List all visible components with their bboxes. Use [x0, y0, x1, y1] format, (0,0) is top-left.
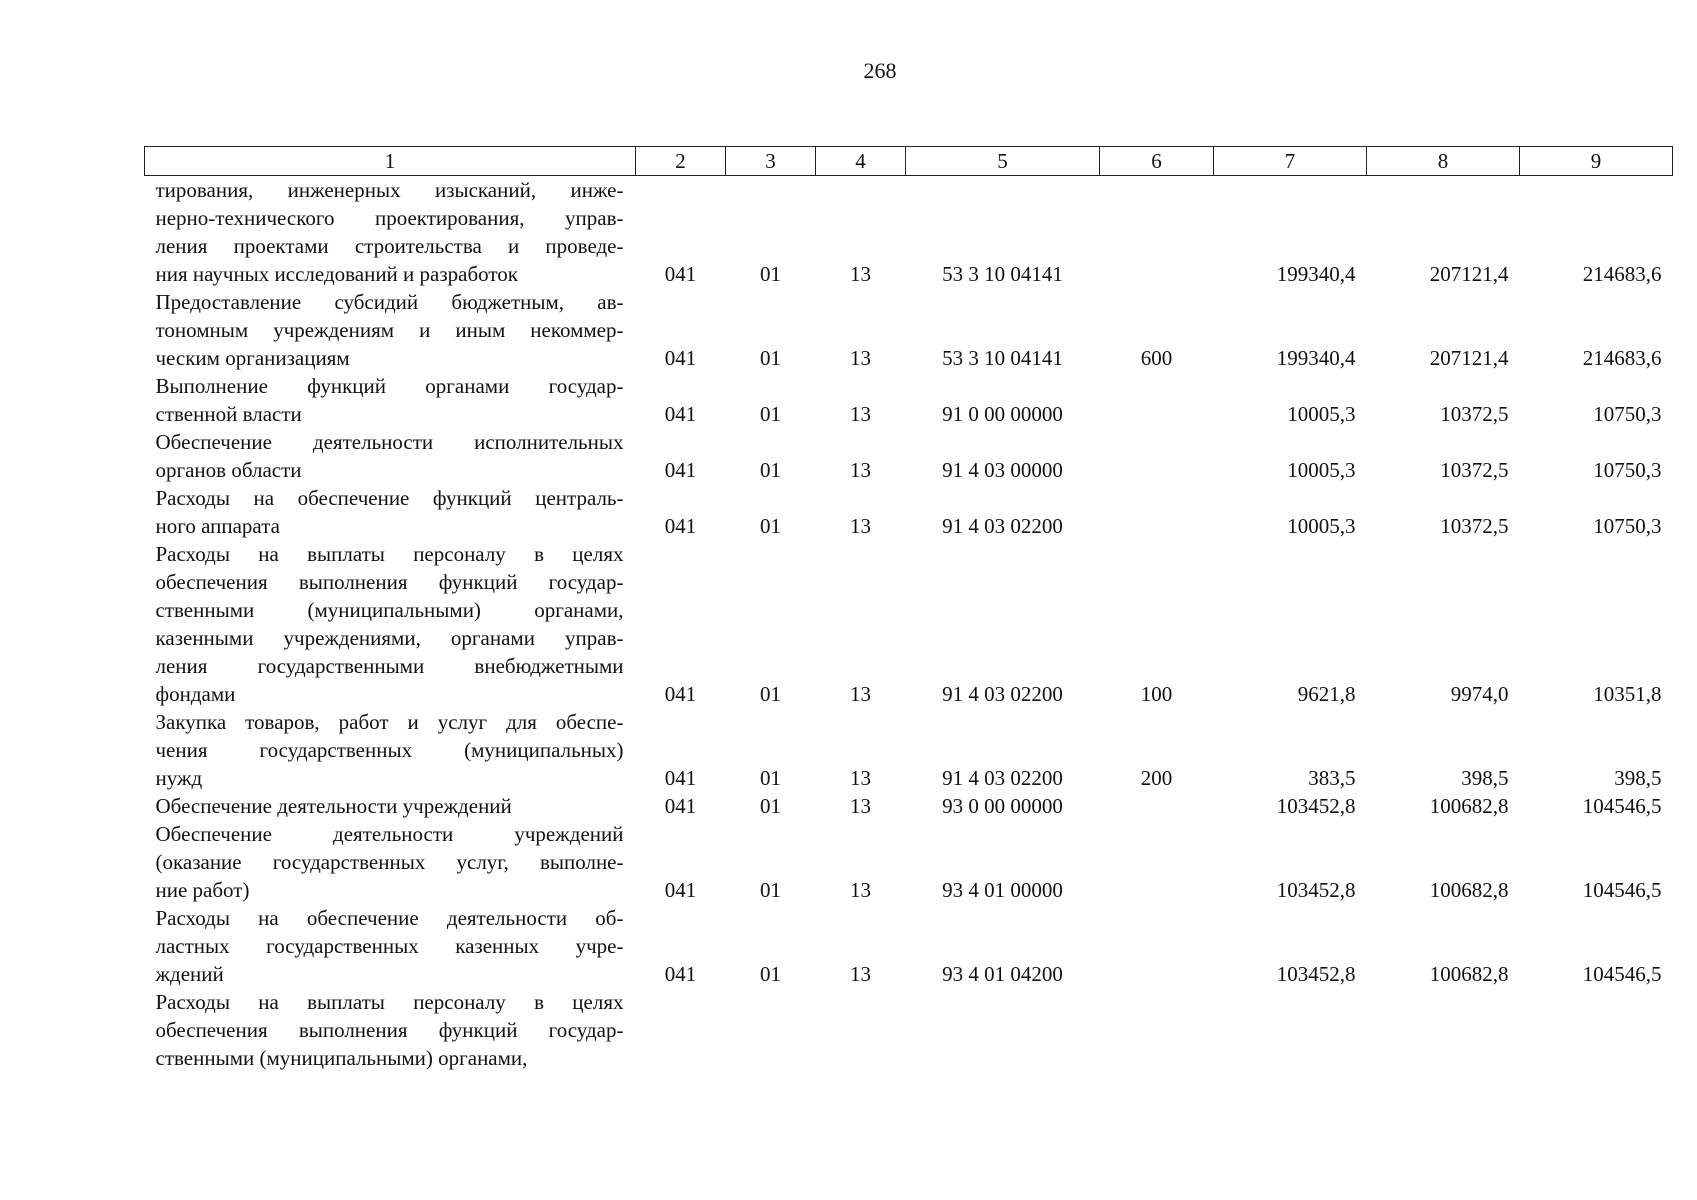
expense-name-line: Расходы на обеспечение деятельности об-	[155, 906, 624, 930]
amount-year3-cell	[1520, 988, 1673, 1072]
subsection-code-cell: 13	[850, 766, 871, 790]
expense-type-cell	[1100, 372, 1214, 428]
amount-year2-cell: 398,5	[1461, 766, 1509, 790]
expense-name-line: ственной власти	[155, 402, 302, 426]
expense-name-line: ления государственными внебюджетными	[155, 654, 624, 678]
target-article-cell: 93 4 01 00000	[942, 878, 1063, 902]
expense-name-line: ния научных исследований и разработок	[155, 262, 518, 286]
section-code-cell: 01	[760, 766, 781, 790]
expense-type-cell	[1100, 484, 1214, 540]
expense-name-line: Предоставление субсидий бюджетным, ав-	[155, 290, 624, 314]
expense-name-line: ческим организациям	[155, 346, 350, 370]
expense-name-line: ственными (муниципальными) органами,	[155, 598, 624, 622]
expense-name-line: чения государственных (муниципальных)	[155, 738, 624, 762]
amount-year1-cell: 199340,4	[1276, 346, 1356, 370]
expense-name-line: органов области	[155, 458, 302, 482]
subsection-code-cell: 13	[850, 514, 871, 538]
expense-name-line: Обеспечение деятельности учреждений	[155, 822, 624, 846]
ministry-code-cell: 041	[664, 514, 697, 538]
subsection-code-cell: 13	[850, 402, 871, 426]
section-code-cell: 01	[760, 682, 781, 706]
target-article-cell: 91 4 03 02200	[942, 682, 1063, 706]
amount-year2-cell: 10372,5	[1440, 402, 1509, 426]
expense-name-line: Обеспечение деятельности учреждений	[155, 794, 512, 818]
subsection-code-cell: 13	[850, 682, 871, 706]
target-article-cell: 91 4 03 02200	[942, 766, 1063, 790]
amount-year1-cell: 199340,4	[1276, 262, 1356, 286]
subsection-code-cell	[816, 988, 906, 1072]
target-article-cell: 53 3 10 04141	[942, 262, 1063, 286]
amount-year1-cell: 10005,3	[1287, 458, 1356, 482]
target-article-cell: 53 3 10 04141	[942, 346, 1063, 370]
amount-year1-cell: 103452,8	[1276, 878, 1356, 902]
table-row	[145, 176, 1673, 289]
expense-name-cell	[145, 484, 636, 540]
expense-name-cell	[145, 428, 636, 484]
ministry-code-cell	[636, 988, 726, 1072]
target-article-cell: 91 0 00 00000	[942, 402, 1063, 426]
amount-year1-cell: 10005,3	[1287, 402, 1356, 426]
expense-name-cell	[145, 988, 636, 1072]
table-row	[145, 540, 1673, 708]
amount-year2-cell: 100682,8	[1429, 962, 1509, 986]
amount-year1-cell: 9621,8	[1297, 682, 1356, 706]
subsection-code-cell: 13	[850, 794, 871, 818]
expense-name-line: тирования, инженерных изысканий, инже-	[155, 178, 624, 202]
section-code-cell: 01	[760, 458, 781, 482]
ministry-code-cell: 041	[664, 682, 697, 706]
column-header-1: 1	[145, 147, 636, 176]
target-article-cell	[906, 988, 1100, 1072]
section-code-cell: 01	[760, 962, 781, 986]
ministry-code-cell: 041	[664, 346, 697, 370]
table-body	[145, 176, 1673, 1073]
table-row	[145, 820, 1673, 904]
expense-name-line: ластных государственных казенных учре-	[155, 934, 624, 958]
page-number: 268	[863, 58, 897, 83]
column-header-5: 5	[906, 147, 1100, 176]
amount-year3-cell: 214683,6	[1582, 346, 1662, 370]
amount-year3-cell: 214683,6	[1582, 262, 1662, 286]
expense-name-line: Расходы на выплаты персоналу в целях	[155, 542, 624, 566]
amount-year2-cell: 207121,4	[1429, 262, 1509, 286]
amount-year2-cell: 100682,8	[1429, 794, 1509, 818]
expense-name-cell	[145, 540, 636, 708]
section-code-cell: 01	[760, 402, 781, 426]
expense-name-cell	[145, 904, 636, 988]
expense-name-line: тономным учреждениям и иным некоммер-	[155, 318, 624, 342]
amount-year3-cell: 104546,5	[1582, 794, 1662, 818]
expense-name-line: ления проектами строительства и проведе-	[155, 234, 624, 258]
amount-year3-cell: 10750,3	[1593, 402, 1662, 426]
amount-year1-cell	[1214, 988, 1367, 1072]
expense-name-line: нерно-технического проектирования, управ-	[155, 206, 624, 230]
subsection-code-cell: 13	[850, 458, 871, 482]
table-row	[145, 484, 1673, 540]
ministry-code-cell: 041	[664, 458, 697, 482]
expense-name-line: Расходы на выплаты персоналу в целях	[155, 990, 624, 1014]
expense-name-cell	[145, 176, 636, 289]
column-header-6: 6	[1100, 147, 1214, 176]
expense-type-cell: 200	[1140, 766, 1173, 790]
ministry-code-cell: 041	[664, 402, 697, 426]
section-code-cell: 01	[760, 878, 781, 902]
section-code-cell	[726, 988, 816, 1072]
column-header-4: 4	[816, 147, 906, 176]
column-header-2: 2	[636, 147, 726, 176]
amount-year2-cell: 10372,5	[1440, 458, 1509, 482]
expense-type-cell: 100	[1140, 682, 1173, 706]
subsection-code-cell: 13	[850, 346, 871, 370]
expense-name-line: фондами	[155, 682, 236, 706]
table-row	[145, 288, 1673, 372]
expense-name-cell	[145, 820, 636, 904]
amount-year3-cell: 104546,5	[1582, 962, 1662, 986]
ministry-code-cell: 041	[664, 962, 697, 986]
ministry-code-cell: 041	[664, 766, 697, 790]
subsection-code-cell: 13	[850, 262, 871, 286]
budget-table	[144, 146, 1673, 1072]
expense-type-cell	[1100, 792, 1214, 820]
amount-year2-cell: 10372,5	[1440, 514, 1509, 538]
expense-name-cell	[145, 708, 636, 792]
expense-type-cell	[1100, 428, 1214, 484]
expense-name-line: ственными (муниципальными) органами,	[155, 1046, 528, 1070]
expense-name-line: ние работ)	[155, 878, 250, 902]
column-header-7: 7	[1214, 147, 1367, 176]
expense-name-line: Выполнение функций органами государ-	[155, 374, 624, 398]
amount-year2-cell: 9974,0	[1450, 682, 1509, 706]
expense-name-line: ного аппарата	[155, 514, 280, 538]
table-row	[145, 988, 1673, 1072]
expense-name-line: Расходы на обеспечение функций централь-	[155, 486, 624, 510]
expense-type-cell: 600	[1140, 346, 1173, 370]
amount-year2-cell: 100682,8	[1429, 878, 1509, 902]
expense-name-line: Обеспечение деятельности исполнительных	[155, 430, 624, 454]
expense-type-cell	[1100, 904, 1214, 988]
table-row	[145, 792, 1673, 820]
expense-name-cell	[145, 372, 636, 428]
target-article-cell: 91 4 03 00000	[942, 458, 1063, 482]
ministry-code-cell: 041	[664, 878, 697, 902]
expense-type-cell	[1100, 820, 1214, 904]
table-row	[145, 428, 1673, 484]
expense-name-line: Закупка товаров, работ и услуг для обеспе-	[155, 710, 624, 734]
target-article-cell: 93 4 01 04200	[942, 962, 1063, 986]
table-row	[145, 708, 1673, 792]
column-header-3: 3	[726, 147, 816, 176]
table-row	[145, 904, 1673, 988]
expense-name-line: казенными учреждениями, органами управ-	[155, 626, 624, 650]
expense-type-cell	[1100, 176, 1214, 289]
subsection-code-cell: 13	[850, 878, 871, 902]
expense-name-line: обеспечения выполнения функций государ-	[155, 1018, 624, 1042]
target-article-cell: 93 0 00 00000	[942, 794, 1063, 818]
column-header-8: 8	[1367, 147, 1520, 176]
column-header-9: 9	[1520, 147, 1673, 176]
amount-year3-cell: 10750,3	[1593, 458, 1662, 482]
amount-year3-cell: 104546,5	[1582, 878, 1662, 902]
amount-year3-cell: 10750,3	[1593, 514, 1662, 538]
ministry-code-cell: 041	[664, 262, 697, 286]
section-code-cell: 01	[760, 514, 781, 538]
expense-name-line: нужд	[155, 766, 203, 790]
target-article-cell: 91 4 03 02200	[942, 514, 1063, 538]
amount-year1-cell: 103452,8	[1276, 794, 1356, 818]
amount-year2-cell	[1367, 988, 1520, 1072]
expense-name-cell	[145, 792, 636, 820]
column-number-row	[145, 147, 1673, 176]
ministry-code-cell: 041	[664, 794, 697, 818]
table-row	[145, 372, 1673, 428]
expense-name-cell	[145, 288, 636, 372]
amount-year1-cell: 383,5	[1308, 766, 1356, 790]
subsection-code-cell: 13	[850, 962, 871, 986]
amount-year3-cell: 10351,8	[1593, 682, 1662, 706]
expense-name-line: ждений	[155, 962, 224, 986]
amount-year3-cell: 398,5	[1614, 766, 1662, 790]
section-code-cell: 01	[760, 794, 781, 818]
expense-type-cell	[1100, 988, 1214, 1072]
expense-name-line: (оказание государственных услуг, выполне-	[155, 850, 624, 874]
amount-year1-cell: 10005,3	[1287, 514, 1356, 538]
section-code-cell: 01	[760, 346, 781, 370]
expense-name-line: обеспечения выполнения функций государ-	[155, 570, 624, 594]
section-code-cell: 01	[760, 262, 781, 286]
amount-year1-cell: 103452,8	[1276, 962, 1356, 986]
amount-year2-cell: 207121,4	[1429, 346, 1509, 370]
